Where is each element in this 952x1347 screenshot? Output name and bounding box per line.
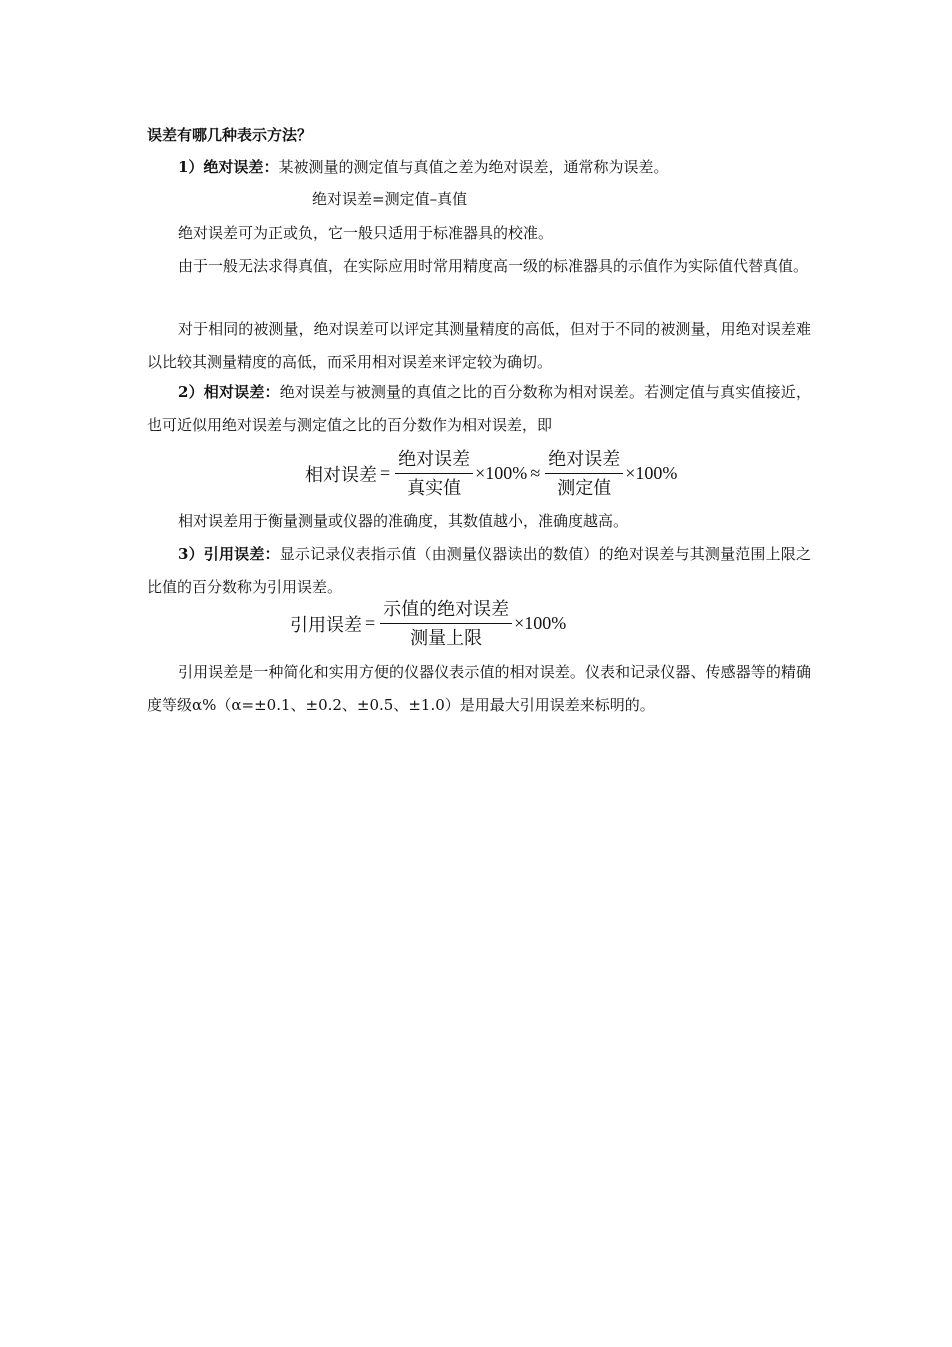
reference-error-definition: 显示记录仪表指示值（由测量仪器读出的数值）的绝对误差与其测量范围上限之比值的百分数称为引用误差。 bbox=[147, 545, 811, 596]
reference-error-formula-lhs: 引用误差 bbox=[290, 614, 362, 635]
fraction-numerator: 绝对误差 bbox=[545, 447, 623, 474]
relative-error-accuracy-paragraph: 相对误差用于衡量测量或仪器的准确度，其数值越小，准确度越高。 bbox=[178, 512, 629, 530]
true-value-substitute-paragraph: 由于一般无法求得真值，在实际应用时常用精度高一级的标准器具的示值作为实际值代替真值。 bbox=[178, 257, 809, 275]
absolute-error-comparison-paragraph: 对于相同的被测量，绝对误差可以评定其测量精度的高低，但对于不同的被测量，用绝对误差难以比较其测量精度的高低，而采用相对误差来评定较为确切。 bbox=[147, 320, 811, 371]
fraction-denominator: 测定值 bbox=[557, 478, 612, 498]
reference-error-heading: 3）引用误差： bbox=[178, 545, 280, 563]
relative-error-fraction-measured bbox=[545, 447, 623, 500]
relative-error-formula-percent: ×100% bbox=[475, 463, 528, 483]
absolute-error-sign-paragraph: 绝对误差可为正或负，它一般只适用于标准器具的校准。 bbox=[178, 224, 554, 242]
relative-error-paragraph bbox=[147, 376, 811, 442]
relative-error-heading: 2）相对误差： bbox=[178, 383, 280, 401]
reference-error-formula-equals: = bbox=[365, 613, 376, 633]
relative-error-formula-approx: ≈ bbox=[530, 463, 541, 483]
absolute-error-paragraph bbox=[147, 151, 811, 184]
relative-error-definition: 绝对误差与被测量的真值之比的百分数称为相对误差。若测定值与真实值接近，也可近似用绝对误差与测定值之比的百分数作为相对误差，即 bbox=[147, 383, 811, 434]
fraction-numerator: 绝对误差 bbox=[395, 447, 473, 474]
fraction-denominator: 真实值 bbox=[407, 478, 462, 498]
document-title: 误差有哪几种表示方法？ bbox=[147, 126, 313, 144]
absolute-error-formula: 绝对误差=测定值–真值 bbox=[312, 190, 468, 208]
reference-error-formula-percent: ×100% bbox=[514, 613, 567, 633]
fraction-numerator: 示值的绝对误差 bbox=[380, 597, 512, 624]
absolute-error-definition: 某被测量的测定值与真值之差为绝对误差，通常称为误差。 bbox=[278, 158, 669, 176]
reference-error-fraction bbox=[380, 597, 512, 650]
relative-error-formula-lhs: 相对误差 bbox=[305, 464, 377, 485]
reference-error-paragraph bbox=[147, 538, 811, 604]
relative-error-formula-percent: ×100% bbox=[625, 463, 678, 483]
reference-error-formula bbox=[290, 597, 566, 650]
absolute-error-heading: 1）绝对误差： bbox=[178, 158, 279, 176]
relative-error-formula-equals: = bbox=[380, 463, 391, 483]
relative-error-formula bbox=[305, 447, 677, 500]
reference-error-accuracy-class-paragraph: 引用误差是一种简化和实用方便的仪器仪表示值的相对误差。仪表和记录仪器、传感器等的精确度等级α%（α=±0.1、±0.2、±0.5、±1.0）是用最大引用误差来标明的。 bbox=[147, 663, 811, 714]
relative-error-fraction-true bbox=[395, 447, 473, 500]
fraction-denominator: 测量上限 bbox=[410, 628, 483, 648]
